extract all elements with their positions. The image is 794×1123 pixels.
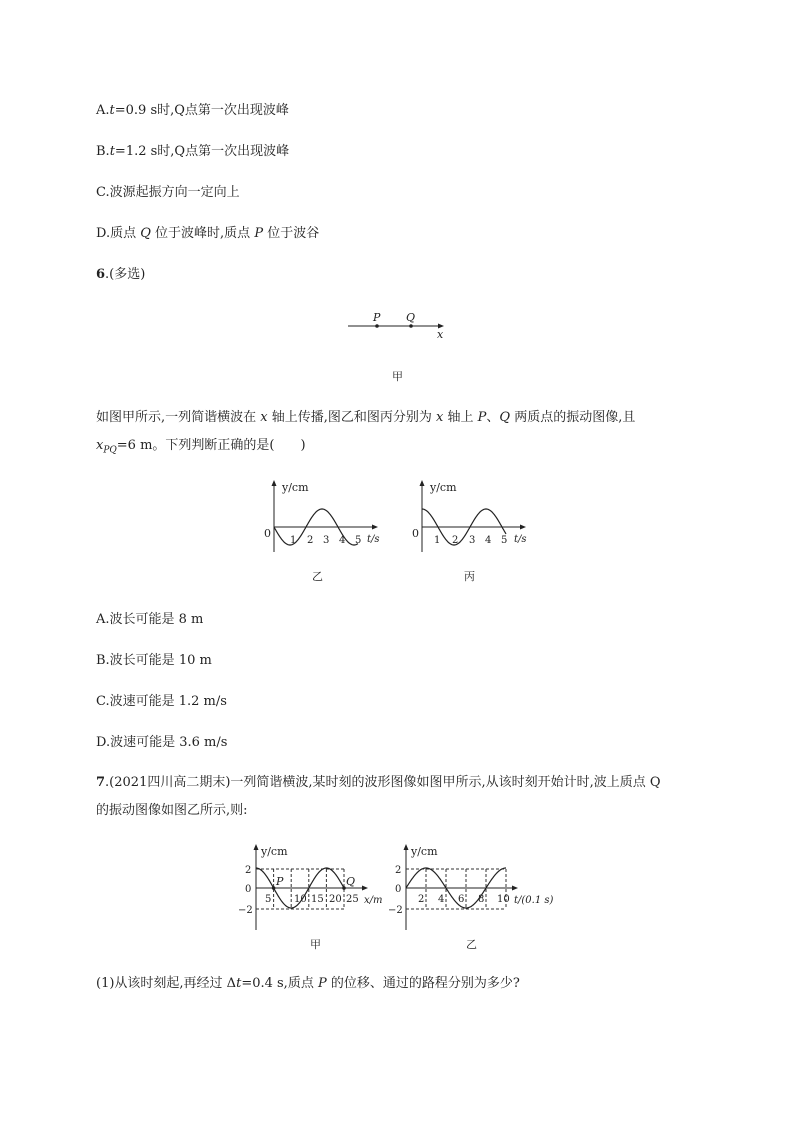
y-axis-label: y/cm	[411, 845, 438, 858]
tick-2: 2	[307, 535, 314, 546]
tick-1: 1	[290, 535, 297, 546]
option-text: =1.2 s时,Q点第一次出现波峰	[114, 144, 290, 159]
q6-option-a: A.波长可能是 8 m	[96, 612, 204, 627]
q7-graph-yi	[388, 842, 558, 932]
stem-text: 轴上	[443, 410, 478, 425]
tick-1: 1	[434, 535, 441, 546]
q6-stem-line1	[96, 409, 635, 427]
q5-option-a	[96, 102, 289, 120]
stem-text: 如图甲所示,一列简谐横波在	[96, 410, 261, 425]
tick-5: 5	[355, 535, 362, 546]
figure-caption-yi: 乙	[312, 570, 323, 583]
label-q: Q	[406, 311, 416, 324]
x-axis-label: t/s	[367, 534, 380, 545]
x-axis-label: x/m	[364, 895, 383, 906]
origin-label: 0	[412, 527, 419, 540]
variable-p: P	[477, 410, 487, 425]
y-tick-minus-2: −2	[238, 905, 253, 916]
q7-graph-jia	[238, 842, 396, 932]
q6-option-b: B.波长可能是 10 m	[96, 653, 212, 668]
tick-15: 15	[311, 894, 324, 905]
label-p: P	[373, 311, 381, 324]
option-text: 位于波峰时,质点	[150, 226, 255, 241]
figure-caption-yi: 乙	[466, 938, 477, 951]
q6-stem-line2	[96, 437, 306, 460]
figure-caption-jia: 甲	[392, 370, 403, 383]
tick-10: 10	[497, 894, 510, 905]
subscript-pq: PQ	[103, 445, 117, 456]
question-tag: .(多选)	[105, 267, 146, 282]
tick-4: 4	[438, 894, 445, 905]
option-text: =0.9 s时,Q点第一次出现波峰	[114, 103, 289, 118]
q7-stem-line1	[96, 774, 661, 792]
option-text: D.质点	[96, 226, 141, 241]
tick-25: 25	[346, 894, 359, 905]
tick-5: 5	[265, 894, 272, 905]
tick-4: 4	[485, 535, 492, 546]
stem-text: .(2021四川高二期末)一列简谐横波,某时刻的波形图像如图甲所示,从该时刻开始计时,波上质点 Q	[105, 775, 661, 790]
stem-text: =6 m。下列判断正确的是( )	[116, 438, 306, 453]
figure-caption-jia: 甲	[310, 938, 321, 951]
tick-3: 3	[323, 535, 330, 546]
tick-8: 8	[478, 894, 485, 905]
variable-x: x	[260, 410, 268, 425]
origin-label: 0	[395, 884, 402, 895]
y-axis-label: y/cm	[430, 481, 457, 494]
y-axis-label: y/cm	[261, 845, 288, 858]
variable-p: P	[317, 976, 327, 991]
q6-header	[96, 266, 145, 284]
origin-label: 0	[264, 527, 271, 540]
variable-x: x	[436, 410, 444, 425]
variable-x: x	[96, 438, 104, 453]
variable-q: Q	[499, 410, 511, 425]
y-axis-label: y/cm	[282, 481, 309, 494]
q7-subquestion-1	[96, 975, 520, 993]
variable-t: t	[109, 144, 115, 159]
origin-label: 0	[245, 884, 252, 895]
option-text: 位于波谷	[263, 226, 320, 241]
tick-10: 10	[294, 894, 307, 905]
stem-text: 轴上传播,图乙和图丙分别为	[267, 410, 437, 425]
variable-q: Q	[140, 226, 151, 241]
option-text: A.	[96, 103, 110, 118]
label-x: x	[437, 328, 444, 341]
y-tick-minus-2: −2	[388, 905, 403, 916]
sub-text: (1)从该时刻起,再经过 Δ	[96, 976, 237, 991]
y-tick-2: 2	[395, 865, 402, 876]
q5-option-c: C.波源起振方向一定向上	[96, 185, 240, 200]
stem-text: 、	[486, 410, 500, 425]
x-axis-label: t/s	[514, 534, 527, 545]
variable-t: t	[109, 103, 115, 118]
q6-graph-yi	[260, 478, 388, 556]
sub-text: 的位移、通过的路程分别为多少?	[326, 976, 520, 991]
tick-2: 2	[452, 535, 459, 546]
q6-option-d: D.波速可能是 3.6 m/s	[96, 735, 228, 750]
point-p-marker	[272, 886, 276, 890]
stem-text: 两质点的振动图像,且	[510, 410, 636, 425]
y-tick-2: 2	[245, 865, 252, 876]
q5-option-b	[96, 143, 289, 161]
option-text: B.	[96, 144, 110, 159]
tick-3: 3	[469, 535, 476, 546]
tick-5: 5	[501, 535, 508, 546]
variable-t: t	[236, 976, 242, 991]
figure-caption-bing: 丙	[464, 570, 475, 583]
label-p: P	[276, 875, 284, 888]
q6-figure-jia	[340, 306, 460, 342]
tick-6: 6	[458, 894, 465, 905]
tick-2: 2	[418, 894, 425, 905]
question-number: 6	[96, 267, 106, 282]
q7-stem-line2: 的振动图像如图乙所示,则:	[96, 803, 248, 818]
sub-text: =0.4 s,质点	[241, 976, 318, 991]
x-axis-label: t/(0.1 s)	[514, 895, 554, 906]
q5-option-d	[96, 225, 319, 243]
q6-option-c: C.波速可能是 1.2 m/s	[96, 694, 227, 709]
question-number: 7	[96, 775, 106, 790]
tick-4: 4	[339, 535, 346, 546]
q6-graph-bing	[408, 478, 536, 556]
tick-20: 20	[329, 894, 342, 905]
label-q: Q	[346, 875, 356, 888]
variable-p: P	[254, 226, 264, 241]
